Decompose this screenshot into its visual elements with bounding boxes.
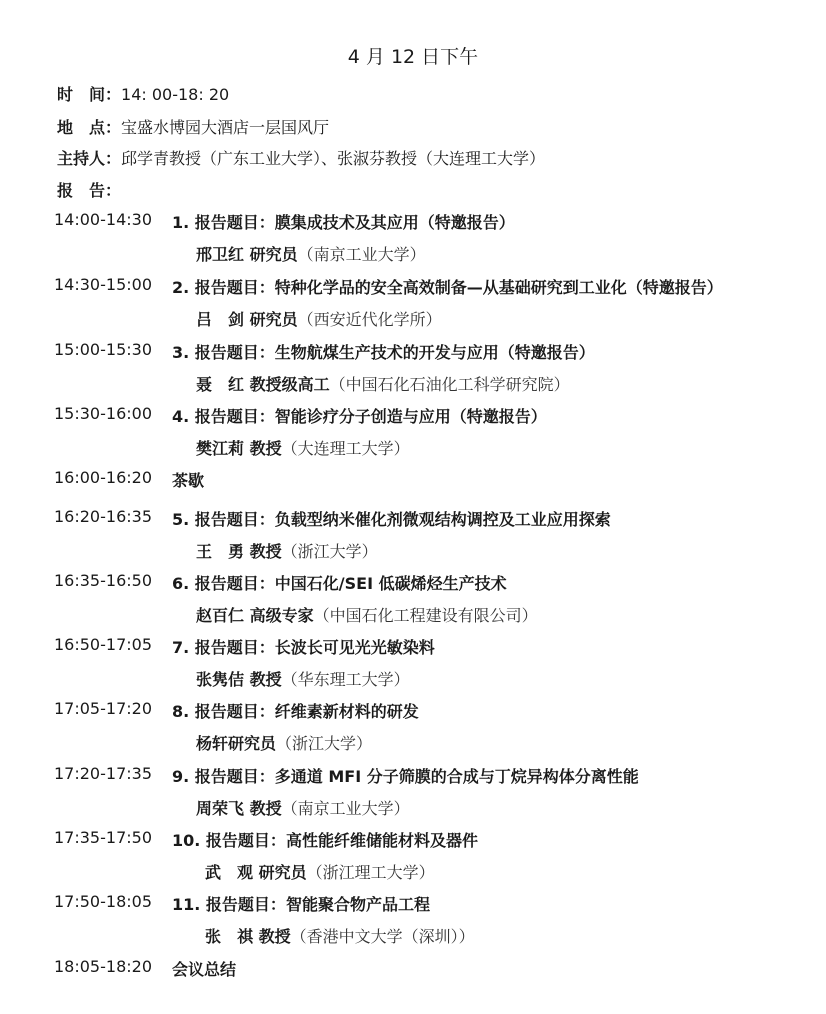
topic-line xyxy=(172,507,611,530)
speaker-name: 张 祺 教授 xyxy=(205,927,291,946)
time-slot: 16:50-17:05 xyxy=(54,635,152,654)
speaker-line xyxy=(196,603,538,626)
speaker-line xyxy=(196,372,570,395)
host-value: 邱学青教授（广东工业大学）、张淑芬教授（大连理工大学） xyxy=(121,149,546,168)
topic-label: 报告题目： xyxy=(194,767,275,786)
speaker-line xyxy=(196,242,426,265)
report-row xyxy=(57,178,121,201)
time-value: 14: 00-18: 20 xyxy=(121,85,230,104)
topic-label: 报告题目： xyxy=(205,895,286,914)
speaker-affiliation: （浙江理工大学） xyxy=(306,863,435,882)
item-number: 11. xyxy=(172,895,206,914)
time-slot: 17:50-18:05 xyxy=(54,892,152,911)
topic-line xyxy=(172,635,435,658)
speaker-line xyxy=(196,667,410,690)
item-number: 9. xyxy=(172,767,195,786)
speaker-name: 吕 剑 研究员 xyxy=(196,310,298,329)
speaker-affiliation: （华东理工大学） xyxy=(281,670,410,689)
place-row xyxy=(57,115,329,138)
item-number: 7. xyxy=(172,638,195,657)
speaker-line xyxy=(196,539,378,562)
topic-label: 报告题目： xyxy=(205,831,286,850)
topic-line xyxy=(172,892,430,915)
topic-label: 报告题目： xyxy=(194,638,275,657)
time-slot: 17:35-17:50 xyxy=(54,828,152,847)
speaker-line xyxy=(196,731,372,754)
speaker-line xyxy=(205,860,435,883)
speaker-name: 邢卫红 研究员 xyxy=(196,245,298,264)
place-label: 地 点： xyxy=(57,118,122,137)
speaker-name: 武 观 研究员 xyxy=(205,863,307,882)
speaker-name: 周荣飞 教授 xyxy=(196,799,282,818)
item-number: 10. xyxy=(172,831,206,850)
speaker-affiliation: （大连理工大学） xyxy=(281,439,410,458)
speaker-affiliation: （西安近代化学所） xyxy=(297,310,442,329)
time-slot: 18:05-18:20 xyxy=(54,957,152,976)
topic-label: 报告题目： xyxy=(194,407,275,426)
topic-title: 高性能纤维储能材料及器件 xyxy=(285,831,478,850)
item-number: 4. xyxy=(172,407,195,426)
time-slot: 14:00-14:30 xyxy=(54,210,152,229)
topic-label: 报告题目： xyxy=(194,343,275,362)
speaker-line xyxy=(196,796,410,819)
time-slot: 15:00-15:30 xyxy=(54,340,152,359)
item-number: 6. xyxy=(172,574,195,593)
topic-line xyxy=(172,699,419,722)
topic-title: 中国石化/SEI 低碳烯烃生产技术 xyxy=(274,574,507,593)
speaker-name: 樊江莉 教授 xyxy=(196,439,282,458)
speaker-name: 聂 红 教授级高工 xyxy=(196,375,330,394)
time-slot: 17:05-17:20 xyxy=(54,699,152,718)
topic-line xyxy=(172,210,515,233)
speaker-affiliation: （南京工业大学） xyxy=(281,799,410,818)
time-slot: 16:20-16:35 xyxy=(54,507,152,526)
host-row xyxy=(57,146,545,169)
speaker-affiliation: （香港中文大学（深圳）） xyxy=(290,927,475,946)
speaker-affiliation: （南京工业大学） xyxy=(297,245,426,264)
speaker-name: 赵百仁 高级专家 xyxy=(196,606,314,625)
time-slot: 16:00-16:20 xyxy=(54,468,152,487)
topic-line xyxy=(172,571,507,594)
time-row xyxy=(57,82,229,105)
time-slot: 16:35-16:50 xyxy=(54,571,152,590)
topic-title: 多通道 MFI 分子筛膜的合成与丁烷异构体分离性能 xyxy=(274,767,639,786)
speaker-name: 王 勇 教授 xyxy=(196,542,282,561)
speaker-line xyxy=(196,307,442,330)
item-number: 5. xyxy=(172,510,195,529)
item-number: 1. xyxy=(172,213,195,232)
speaker-affiliation: （浙江大学） xyxy=(281,542,378,561)
topic-label: 报告题目： xyxy=(194,213,275,232)
page-title: 4 月 12 日下午 xyxy=(347,46,479,68)
topic-label: 报告题目： xyxy=(194,278,275,297)
topic-title: 负载型纳米催化剂微观结构调控及工业应用探索 xyxy=(274,510,611,529)
topic-title: 特种化学品的安全高效制备—从基础研究到工业化（特邀报告） xyxy=(274,278,723,297)
speaker-line xyxy=(205,924,475,947)
event-label: 会议总结 xyxy=(172,960,237,979)
item-number: 2. xyxy=(172,278,195,297)
report-label: 报 告： xyxy=(57,181,122,200)
time-slot: 15:30-16:00 xyxy=(54,404,152,423)
topic-label: 报告题目： xyxy=(194,510,275,529)
speaker-affiliation: （浙江大学） xyxy=(276,734,373,753)
topic-title: 智能诊疗分子创造与应用（特邀报告） xyxy=(274,407,547,426)
topic-title: 长波长可见光光敏染料 xyxy=(274,638,435,657)
speaker-affiliation: （中国石化石油化工科学研究院） xyxy=(329,375,570,394)
speaker-line xyxy=(196,436,410,459)
topic-title: 生物航煤生产技术的开发与应用（特邀报告） xyxy=(274,343,595,362)
place-value: 宝盛水博园大酒店一层国风厅 xyxy=(121,118,330,137)
topic-line xyxy=(172,764,639,787)
host-label: 主持人： xyxy=(57,149,122,168)
topic-line xyxy=(172,275,723,298)
item-number: 3. xyxy=(172,343,195,362)
topic-line xyxy=(172,828,478,851)
time-slot: 14:30-15:00 xyxy=(54,275,152,294)
topic-label: 报告题目： xyxy=(194,702,275,721)
topic-line xyxy=(172,340,595,363)
item-number: 8. xyxy=(172,702,195,721)
speaker-name: 张隽佶 教授 xyxy=(196,670,282,689)
speaker-name: 杨轩研究员 xyxy=(196,734,277,753)
time-slot: 17:20-17:35 xyxy=(54,764,152,783)
topic-title: 智能聚合物产品工程 xyxy=(285,895,430,914)
event-label: 茶歇 xyxy=(172,471,205,490)
topic-label: 报告题目： xyxy=(194,574,275,593)
topic-title: 纤维素新材料的研发 xyxy=(274,702,419,721)
topic-title: 膜集成技术及其应用（特邀报告） xyxy=(274,213,515,232)
speaker-affiliation: （中国石化工程建设有限公司） xyxy=(313,606,538,625)
topic-line xyxy=(172,404,547,427)
time-label: 时 间： xyxy=(57,85,122,104)
